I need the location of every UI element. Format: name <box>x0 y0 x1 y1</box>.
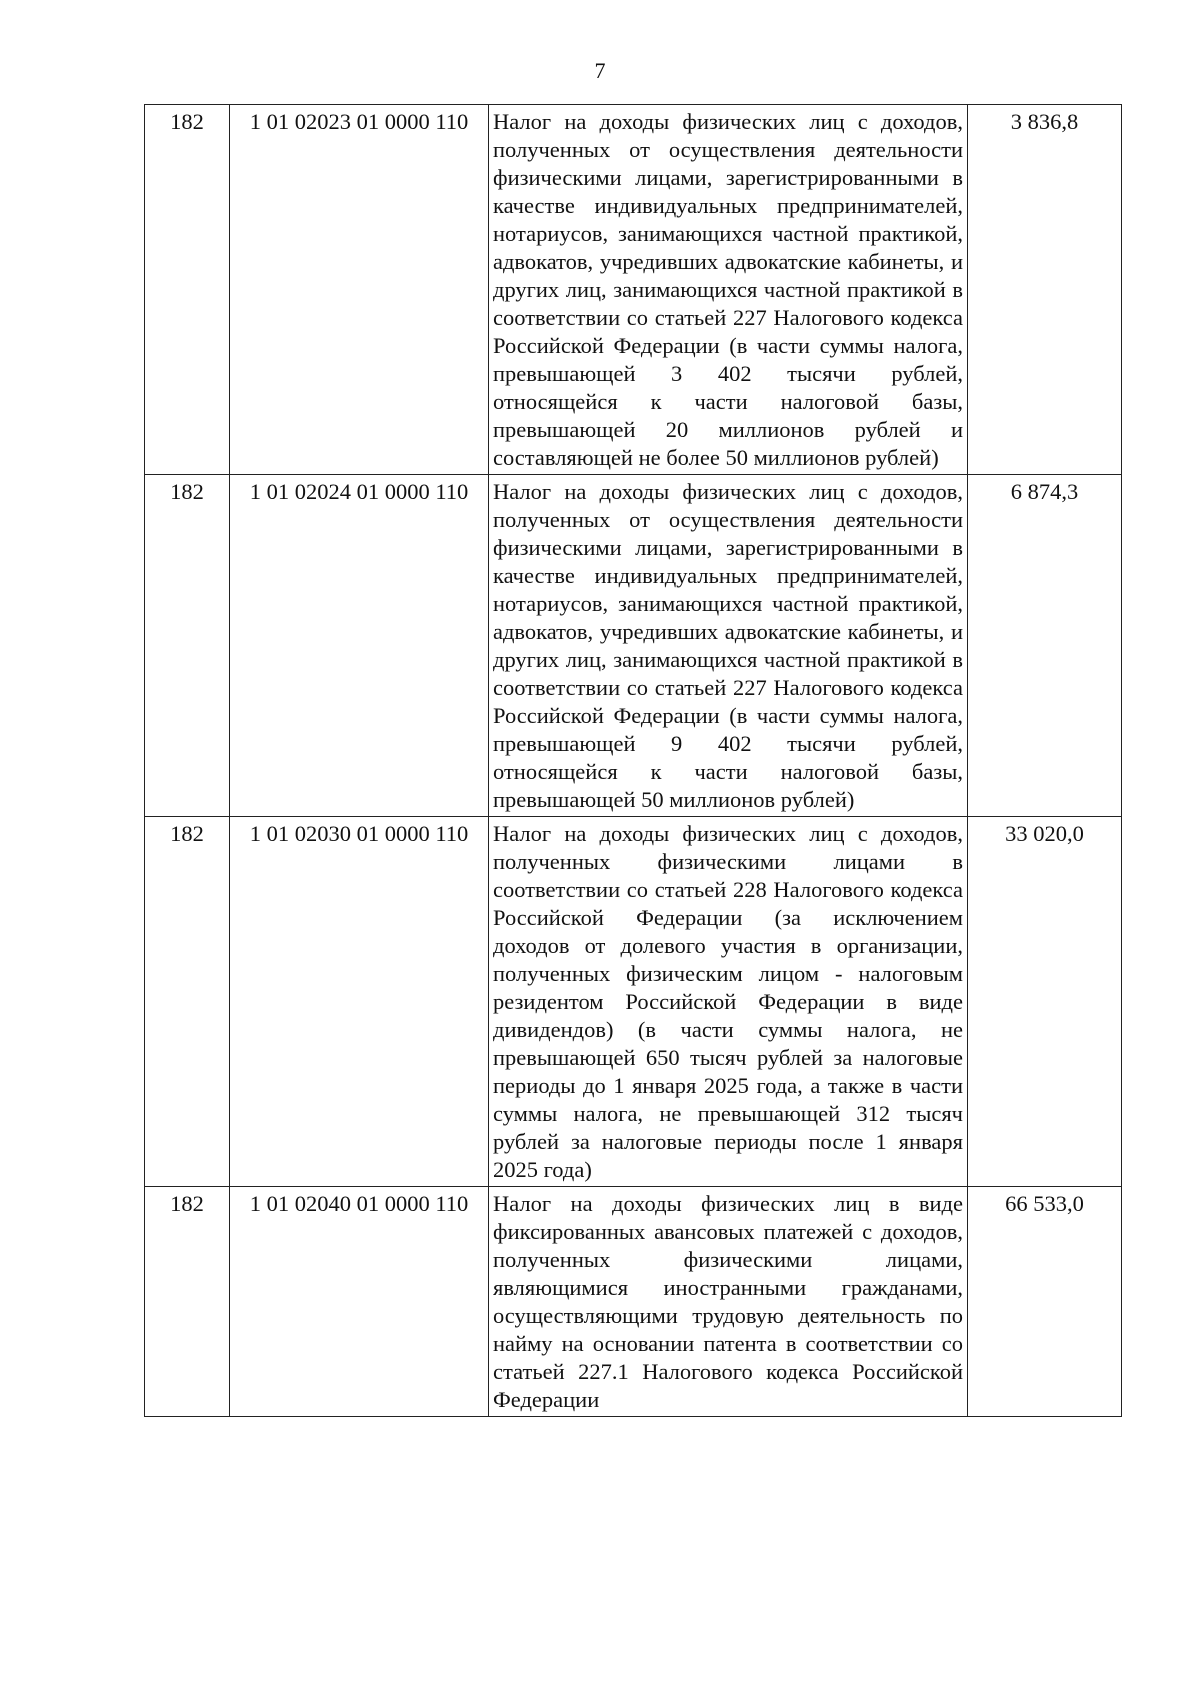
revenue-name-cell: Налог на доходы физических лиц с доходов, полученных от осуществления деятельности физическими лицами, зарегистрированными в качестве индивидуальных предпринимателей, нотариусов, занимающихся частной практикой, адвокатов, учредивших адвокатские кабинеты, и других лиц, занимающихся частной практикой в соответствии со статьей 227 Налогового кодекса Российской Федерации (в части суммы налога, превышающей 9 402 тысячи рублей, относящейся к части налоговой базы, превышающей 50 миллионов рублей) <box>489 475 968 817</box>
table-row <box>145 817 1122 1187</box>
amount-cell: 3 836,8 <box>968 105 1122 475</box>
admin-code-cell: 182 <box>145 475 230 817</box>
kbk-code-cell: 1 01 02040 01 0000 110 <box>230 1187 489 1417</box>
amount-cell: 6 874,3 <box>968 475 1122 817</box>
kbk-code-cell: 1 01 02030 01 0000 110 <box>230 817 489 1187</box>
kbk-code-cell: 1 01 02024 01 0000 110 <box>230 475 489 817</box>
table-row <box>145 1187 1122 1417</box>
revenue-table <box>144 104 1122 1417</box>
admin-code-cell: 182 <box>145 1187 230 1417</box>
revenue-name-cell: Налог на доходы физических лиц с доходов, полученных от осуществления деятельности физическими лицами, зарегистрированными в качестве индивидуальных предпринимателей, нотариусов, занимающихся частной практикой, адвокатов, учредивших адвокатские кабинеты, и других лиц, занимающихся частной практикой в соответствии со статьей 227 Налогового кодекса Российской Федерации (в части суммы налога, превышающей 3 402 тысячи рублей, относящейся к части налоговой базы, превышающей 20 миллионов рублей и составляющей не более 50 миллионов рублей) <box>489 105 968 475</box>
table-row <box>145 475 1122 817</box>
admin-code-cell: 182 <box>145 105 230 475</box>
revenue-name-cell: Налог на доходы физических лиц в виде фиксированных авансовых платежей с доходов, полученных физическими лицами, являющимися иностранными гражданами, осуществляющими трудовую деятельность по найму на основании патента в соответствии со статьей 227.1 Налогового кодекса Российской Федерации <box>489 1187 968 1417</box>
kbk-code-cell: 1 01 02023 01 0000 110 <box>230 105 489 475</box>
admin-code-cell: 182 <box>145 817 230 1187</box>
amount-cell: 33 020,0 <box>968 817 1122 1187</box>
page-number: 7 <box>594 58 606 83</box>
amount-cell: 66 533,0 <box>968 1187 1122 1417</box>
table-row <box>145 105 1122 475</box>
revenue-name-cell: Налог на доходы физических лиц с доходов, полученных физическими лицами в соответствии со статьей 228 Налогового кодекса Российской Федерации (за исключением доходов от долевого участия в организации, полученных физическим лицом - налоговым резидентом Российской Федерации в виде дивидендов) (в части суммы налога, не превышающей 650 тысяч рублей за налоговые периоды до 1 января 2025 года, а также в части суммы налога, не превышающей 312 тысяч рублей за налоговые периоды после 1 января 2025 года) <box>489 817 968 1187</box>
